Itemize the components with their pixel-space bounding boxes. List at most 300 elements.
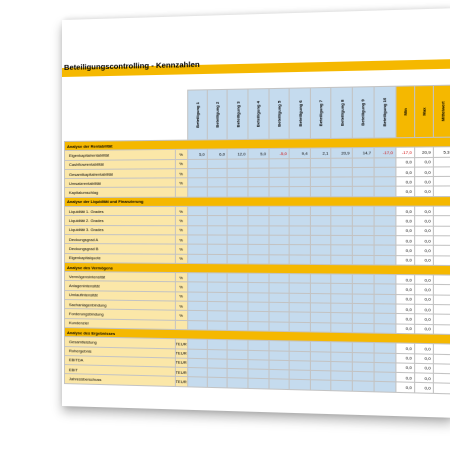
value-cell[interactable] <box>310 303 331 313</box>
stat-cell-min[interactable]: 0,0 <box>396 157 415 167</box>
stat-cell-mittelwert[interactable] <box>433 236 450 246</box>
value-cell[interactable] <box>289 245 310 255</box>
stat-cell-mittelwert[interactable] <box>433 344 450 354</box>
value-cell[interactable] <box>187 187 207 197</box>
stat-cell-max[interactable]: 0,0 <box>415 275 434 285</box>
value-cell[interactable] <box>352 245 373 255</box>
value-cell[interactable]: -17,0 <box>374 148 396 158</box>
value-cell[interactable] <box>331 342 352 352</box>
value-cell[interactable] <box>248 321 268 331</box>
value-cell[interactable] <box>248 235 268 245</box>
value-cell[interactable] <box>310 245 331 255</box>
value-cell[interactable] <box>269 245 290 255</box>
row-unit[interactable]: % <box>175 216 187 225</box>
stat-cell-min[interactable]: 0,0 <box>396 245 415 255</box>
stat-cell-mittelwert[interactable] <box>433 216 450 226</box>
stat-cell-min[interactable]: 0,0 <box>396 177 415 187</box>
value-cell[interactable] <box>207 206 227 216</box>
row-label[interactable]: Jahresüberschuss <box>64 374 174 386</box>
row-unit[interactable]: TEUR <box>175 367 187 377</box>
stat-cell-min[interactable]: 0,0 <box>396 324 415 334</box>
value-cell[interactable] <box>289 235 310 245</box>
row-unit[interactable]: % <box>175 282 187 292</box>
stat-cell-min[interactable]: 0,0 <box>396 363 415 373</box>
row-unit[interactable]: % <box>175 159 187 169</box>
stat-cell-min[interactable]: 0,0 <box>396 314 415 324</box>
value-cell[interactable] <box>374 206 396 216</box>
value-cell[interactable] <box>310 216 331 226</box>
value-cell[interactable] <box>310 351 331 361</box>
row-unit[interactable]: % <box>175 301 187 311</box>
row-label[interactable]: Forderungsbindung <box>64 309 174 320</box>
value-cell[interactable] <box>228 321 249 331</box>
value-cell[interactable] <box>248 312 268 322</box>
stat-cell-mittelwert[interactable] <box>433 364 450 374</box>
value-cell[interactable]: 2,1 <box>310 148 331 158</box>
value-cell[interactable] <box>207 282 227 292</box>
row-label[interactable]: Deckungsgrad A <box>64 234 174 244</box>
value-cell[interactable] <box>207 378 227 388</box>
value-cell[interactable] <box>207 292 227 302</box>
stat-cell-mittelwert[interactable] <box>433 324 450 334</box>
value-cell[interactable] <box>269 168 290 178</box>
value-cell[interactable] <box>207 302 227 312</box>
row-unit[interactable]: TEUR <box>175 377 187 387</box>
value-cell[interactable] <box>374 353 396 363</box>
value-cell[interactable] <box>248 216 268 226</box>
row-label[interactable]: Liquidität 2. Grades <box>64 216 174 226</box>
value-cell[interactable] <box>331 381 352 391</box>
value-cell[interactable] <box>374 323 396 333</box>
value-cell[interactable] <box>269 379 290 389</box>
value-cell[interactable] <box>187 320 207 330</box>
value-cell[interactable] <box>187 292 207 302</box>
stat-cell-mittelwert[interactable] <box>433 206 450 216</box>
stat-cell-max[interactable]: 0,0 <box>415 187 434 197</box>
value-cell[interactable] <box>310 226 331 236</box>
row-label[interactable]: Gesamtkapitalrentabilität <box>64 169 174 179</box>
value-cell[interactable] <box>374 294 396 304</box>
value-cell[interactable] <box>331 177 352 187</box>
value-cell[interactable] <box>352 381 373 391</box>
value-cell[interactable] <box>269 302 290 312</box>
value-cell[interactable] <box>269 293 290 303</box>
value-cell[interactable] <box>248 254 268 264</box>
row-unit[interactable]: % <box>175 225 187 235</box>
value-cell[interactable] <box>352 274 373 284</box>
stat-cell-max[interactable]: 0,0 <box>415 314 434 324</box>
value-cell[interactable] <box>207 216 227 226</box>
stat-cell-mittelwert[interactable] <box>433 157 450 167</box>
value-cell[interactable] <box>352 177 373 187</box>
stat-cell-mittelwert[interactable] <box>433 186 450 196</box>
row-label[interactable]: Kundenziel <box>64 318 174 329</box>
value-cell[interactable] <box>269 322 290 332</box>
value-cell[interactable] <box>374 372 396 382</box>
value-cell[interactable] <box>187 301 207 311</box>
stat-cell-max[interactable]: 0,0 <box>415 344 434 354</box>
value-cell[interactable] <box>310 168 331 178</box>
value-cell[interactable] <box>352 187 373 197</box>
value-cell[interactable] <box>228 216 249 226</box>
value-cell[interactable] <box>228 168 249 178</box>
value-cell[interactable] <box>331 206 352 216</box>
row-label[interactable]: Liquidität 3. Grades <box>64 225 174 235</box>
value-cell[interactable] <box>207 359 227 369</box>
row-unit[interactable]: TEUR <box>175 358 187 368</box>
value-cell[interactable] <box>352 255 373 265</box>
value-cell[interactable] <box>374 157 396 167</box>
value-cell[interactable] <box>352 206 373 216</box>
stat-cell-mittelwert[interactable] <box>433 275 450 285</box>
value-cell[interactable] <box>248 226 268 236</box>
value-cell[interactable] <box>310 293 331 303</box>
row-label[interactable]: Sachanlagenbindung <box>64 300 174 311</box>
value-cell[interactable] <box>269 254 290 264</box>
value-cell[interactable] <box>248 273 268 283</box>
stat-cell-max[interactable]: 20,9 <box>415 147 434 157</box>
value-cell[interactable] <box>310 313 331 323</box>
value-cell[interactable] <box>187 254 207 264</box>
value-cell[interactable] <box>228 254 249 264</box>
stat-cell-mittelwert[interactable] <box>433 373 450 383</box>
value-cell[interactable] <box>331 216 352 226</box>
value-cell[interactable] <box>207 178 227 188</box>
value-cell[interactable] <box>374 216 396 226</box>
value-cell[interactable] <box>228 235 249 245</box>
value-cell[interactable] <box>331 274 352 284</box>
row-label[interactable]: Cashflowrentabilität <box>64 159 174 169</box>
value-cell[interactable] <box>352 323 373 333</box>
stat-cell-min[interactable]: 0,0 <box>396 284 415 294</box>
value-cell[interactable] <box>187 206 207 216</box>
value-cell[interactable] <box>228 359 249 369</box>
value-cell[interactable] <box>207 254 227 264</box>
stat-cell-max[interactable]: 0,0 <box>415 363 434 373</box>
row-label[interactable]: Eigenkapitalquote <box>64 253 174 263</box>
value-cell[interactable] <box>331 187 352 197</box>
value-cell[interactable] <box>331 371 352 381</box>
stat-cell-min[interactable]: 0,0 <box>396 187 415 197</box>
stat-cell-min[interactable]: 0,0 <box>396 343 415 353</box>
value-cell[interactable] <box>331 235 352 245</box>
value-cell[interactable]: 5,0 <box>248 149 268 159</box>
value-cell[interactable]: 5,0 <box>187 149 207 159</box>
value-cell[interactable] <box>228 225 249 235</box>
value-cell[interactable] <box>269 350 290 360</box>
stat-cell-mittelwert[interactable] <box>433 285 450 295</box>
value-cell[interactable] <box>269 216 290 226</box>
row-unit[interactable]: % <box>175 235 187 245</box>
value-cell[interactable] <box>374 382 396 392</box>
row-unit[interactable]: % <box>175 311 187 321</box>
value-cell[interactable] <box>310 255 331 265</box>
value-cell[interactable] <box>352 352 373 362</box>
row-unit[interactable] <box>175 187 187 197</box>
stat-cell-min[interactable]: -17,0 <box>396 147 415 157</box>
row-label[interactable]: Deckungsgrad B <box>64 244 174 254</box>
value-cell[interactable] <box>187 168 207 178</box>
stat-cell-max[interactable]: 0,0 <box>415 216 434 226</box>
stat-cell-max[interactable]: 0,0 <box>415 373 434 383</box>
stat-cell-min[interactable]: 0,0 <box>396 206 415 216</box>
value-cell[interactable]: 9,4 <box>289 148 310 158</box>
value-cell[interactable] <box>248 283 268 293</box>
value-cell[interactable] <box>374 255 396 265</box>
value-cell[interactable] <box>207 168 227 178</box>
value-cell[interactable] <box>331 245 352 255</box>
value-cell[interactable] <box>352 362 373 372</box>
value-cell[interactable] <box>310 342 331 352</box>
value-cell[interactable] <box>310 371 331 381</box>
stat-cell-max[interactable]: 0,0 <box>415 324 434 334</box>
value-cell[interactable] <box>248 359 268 369</box>
stat-cell-max[interactable]: 0,0 <box>415 177 434 187</box>
value-cell[interactable] <box>289 168 310 178</box>
row-label[interactable]: Umsatzrentabilität <box>64 178 174 188</box>
value-cell[interactable] <box>207 311 227 321</box>
row-label[interactable]: Gesamtleistung <box>64 337 174 349</box>
value-cell[interactable] <box>228 311 249 321</box>
value-cell[interactable] <box>374 284 396 294</box>
stat-cell-mittelwert[interactable] <box>433 226 450 236</box>
value-cell[interactable] <box>289 177 310 187</box>
value-cell[interactable] <box>310 380 331 390</box>
value-cell[interactable] <box>207 368 227 378</box>
value-cell[interactable] <box>187 311 207 321</box>
value-cell[interactable] <box>187 377 207 387</box>
value-cell[interactable] <box>352 167 373 177</box>
value-cell[interactable] <box>187 159 207 169</box>
row-unit[interactable]: % <box>175 150 187 160</box>
value-cell[interactable] <box>331 313 352 323</box>
row-label[interactable]: Vermögensintensität <box>64 272 174 282</box>
value-cell[interactable] <box>289 226 310 236</box>
value-cell[interactable] <box>228 283 249 293</box>
value-cell[interactable] <box>352 235 373 245</box>
value-cell[interactable] <box>310 187 331 197</box>
value-cell[interactable] <box>187 339 207 349</box>
value-cell[interactable] <box>374 236 396 246</box>
value-cell[interactable] <box>374 362 396 372</box>
value-cell[interactable] <box>228 187 249 197</box>
value-cell[interactable] <box>289 206 310 216</box>
value-cell[interactable] <box>310 177 331 187</box>
value-cell[interactable]: 12,0 <box>228 149 249 159</box>
value-cell[interactable] <box>310 274 331 284</box>
row-label[interactable]: Eigenkapitalrentabilität <box>64 150 174 160</box>
stat-cell-min[interactable]: 0,0 <box>396 255 415 265</box>
value-cell[interactable] <box>187 349 207 359</box>
stat-cell-min[interactable]: 0,0 <box>396 275 415 285</box>
value-cell[interactable] <box>331 255 352 265</box>
value-cell[interactable] <box>331 293 352 303</box>
stat-cell-max[interactable]: 0,0 <box>415 295 434 305</box>
value-cell[interactable] <box>207 321 227 331</box>
value-cell[interactable] <box>289 360 310 370</box>
value-cell[interactable] <box>352 226 373 236</box>
value-cell[interactable] <box>374 226 396 236</box>
value-cell[interactable] <box>248 340 268 350</box>
value-cell[interactable] <box>187 273 207 283</box>
value-cell[interactable] <box>269 274 290 284</box>
value-cell[interactable] <box>289 187 310 197</box>
stat-cell-max[interactable]: 0,0 <box>415 157 434 167</box>
value-cell[interactable] <box>269 187 290 197</box>
stat-cell-min[interactable]: 0,0 <box>396 373 415 383</box>
value-cell[interactable] <box>289 274 310 284</box>
value-cell[interactable] <box>207 340 227 350</box>
value-cell[interactable] <box>248 178 268 188</box>
stat-cell-mittelwert[interactable] <box>433 383 450 393</box>
value-cell[interactable] <box>310 361 331 371</box>
stat-cell-max[interactable]: 0,0 <box>415 245 434 255</box>
value-cell[interactable] <box>187 368 207 378</box>
stat-cell-min[interactable]: 0,0 <box>396 382 415 392</box>
value-cell[interactable] <box>248 206 268 216</box>
value-cell[interactable] <box>228 273 249 283</box>
value-cell[interactable] <box>352 294 373 304</box>
value-cell[interactable] <box>269 158 290 168</box>
stat-cell-max[interactable]: 0,0 <box>415 206 434 216</box>
value-cell[interactable] <box>289 283 310 293</box>
value-cell[interactable] <box>331 284 352 294</box>
value-cell[interactable] <box>269 370 290 380</box>
value-cell[interactable]: 20,9 <box>331 148 352 158</box>
value-cell[interactable] <box>228 302 249 312</box>
stat-cell-mittelwert[interactable]: 5,3 <box>433 147 450 157</box>
value-cell[interactable] <box>248 168 268 178</box>
row-label[interactable]: Anlagenintensität <box>64 281 174 292</box>
value-cell[interactable] <box>310 322 331 332</box>
stat-cell-max[interactable]: 0,0 <box>415 304 434 314</box>
stat-cell-min[interactable]: 0,0 <box>396 167 415 177</box>
value-cell[interactable] <box>228 340 249 350</box>
value-cell[interactable] <box>331 323 352 333</box>
value-cell[interactable] <box>289 351 310 361</box>
stat-cell-max[interactable]: 0,0 <box>415 236 434 246</box>
stat-cell-min[interactable]: 0,0 <box>396 294 415 304</box>
value-cell[interactable] <box>289 322 310 332</box>
value-cell[interactable] <box>248 369 268 379</box>
value-cell[interactable] <box>352 303 373 313</box>
value-cell[interactable] <box>331 361 352 371</box>
value-cell[interactable] <box>310 206 331 216</box>
value-cell[interactable]: 6,0 <box>207 149 227 159</box>
value-cell[interactable] <box>331 226 352 236</box>
value-cell[interactable]: -5,0 <box>269 149 290 159</box>
value-cell[interactable] <box>187 225 207 235</box>
value-cell[interactable] <box>248 245 268 255</box>
value-cell[interactable] <box>289 303 310 313</box>
value-cell[interactable] <box>207 187 227 197</box>
value-cell[interactable] <box>228 245 249 255</box>
row-unit[interactable]: % <box>175 254 187 264</box>
value-cell[interactable] <box>374 314 396 324</box>
value-cell[interactable] <box>289 216 310 226</box>
value-cell[interactable] <box>207 225 227 235</box>
value-cell[interactable] <box>228 206 249 216</box>
row-label[interactable]: EBITDA <box>64 355 174 367</box>
value-cell[interactable] <box>228 378 249 388</box>
value-cell[interactable] <box>331 352 352 362</box>
stat-cell-min[interactable]: 0,0 <box>396 226 415 236</box>
value-cell[interactable] <box>248 187 268 197</box>
row-unit[interactable]: % <box>175 169 187 179</box>
value-cell[interactable] <box>289 158 310 168</box>
value-cell[interactable] <box>187 216 207 226</box>
value-cell[interactable] <box>352 372 373 382</box>
value-cell[interactable] <box>269 283 290 293</box>
row-unit[interactable]: % <box>175 178 187 188</box>
value-cell[interactable] <box>289 293 310 303</box>
stat-cell-mittelwert[interactable] <box>433 305 450 315</box>
stat-cell-max[interactable]: 0,0 <box>415 383 434 393</box>
value-cell[interactable] <box>331 158 352 168</box>
value-cell[interactable] <box>374 343 396 353</box>
value-cell[interactable]: 14,7 <box>352 148 373 158</box>
value-cell[interactable] <box>269 312 290 322</box>
value-cell[interactable] <box>248 379 268 389</box>
value-cell[interactable] <box>187 282 207 292</box>
stat-cell-min[interactable]: 0,0 <box>396 236 415 246</box>
value-cell[interactable] <box>207 159 227 169</box>
row-unit[interactable]: % <box>175 292 187 302</box>
value-cell[interactable] <box>352 284 373 294</box>
row-label[interactable]: Umlaufintensität <box>64 290 174 301</box>
value-cell[interactable] <box>374 304 396 314</box>
value-cell[interactable] <box>289 380 310 390</box>
stat-cell-max[interactable]: 0,0 <box>415 226 434 236</box>
value-cell[interactable] <box>374 187 396 197</box>
value-cell[interactable] <box>374 245 396 255</box>
value-cell[interactable] <box>269 235 290 245</box>
stat-cell-mittelwert[interactable] <box>433 177 450 187</box>
row-unit[interactable]: % <box>175 273 187 283</box>
value-cell[interactable] <box>187 358 207 368</box>
value-cell[interactable] <box>331 303 352 313</box>
value-cell[interactable] <box>269 177 290 187</box>
stat-cell-min[interactable]: 0,0 <box>396 353 415 363</box>
stat-cell-mittelwert[interactable] <box>433 295 450 305</box>
value-cell[interactable] <box>187 235 207 245</box>
row-unit[interactable]: TEUR <box>175 339 187 349</box>
row-unit[interactable] <box>175 320 187 330</box>
value-cell[interactable] <box>228 369 249 379</box>
value-cell[interactable] <box>228 178 249 188</box>
row-unit[interactable]: % <box>175 244 187 254</box>
value-cell[interactable] <box>187 244 207 254</box>
stat-cell-mittelwert[interactable] <box>433 246 450 256</box>
stat-cell-mittelwert[interactable] <box>433 167 450 177</box>
value-cell[interactable] <box>289 370 310 380</box>
value-cell[interactable] <box>289 312 310 322</box>
value-cell[interactable] <box>207 244 227 254</box>
stat-cell-min[interactable]: 0,0 <box>396 216 415 226</box>
value-cell[interactable] <box>352 342 373 352</box>
value-cell[interactable] <box>374 167 396 177</box>
value-cell[interactable] <box>374 177 396 187</box>
value-cell[interactable] <box>187 178 207 188</box>
value-cell[interactable] <box>228 292 249 302</box>
value-cell[interactable] <box>269 226 290 236</box>
value-cell[interactable] <box>289 254 310 264</box>
stat-cell-mittelwert[interactable] <box>433 354 450 364</box>
row-label[interactable]: Liquidität 1. Grades <box>64 206 174 215</box>
value-cell[interactable] <box>374 275 396 285</box>
stat-cell-max[interactable]: 0,0 <box>415 353 434 363</box>
value-cell[interactable] <box>228 159 249 169</box>
